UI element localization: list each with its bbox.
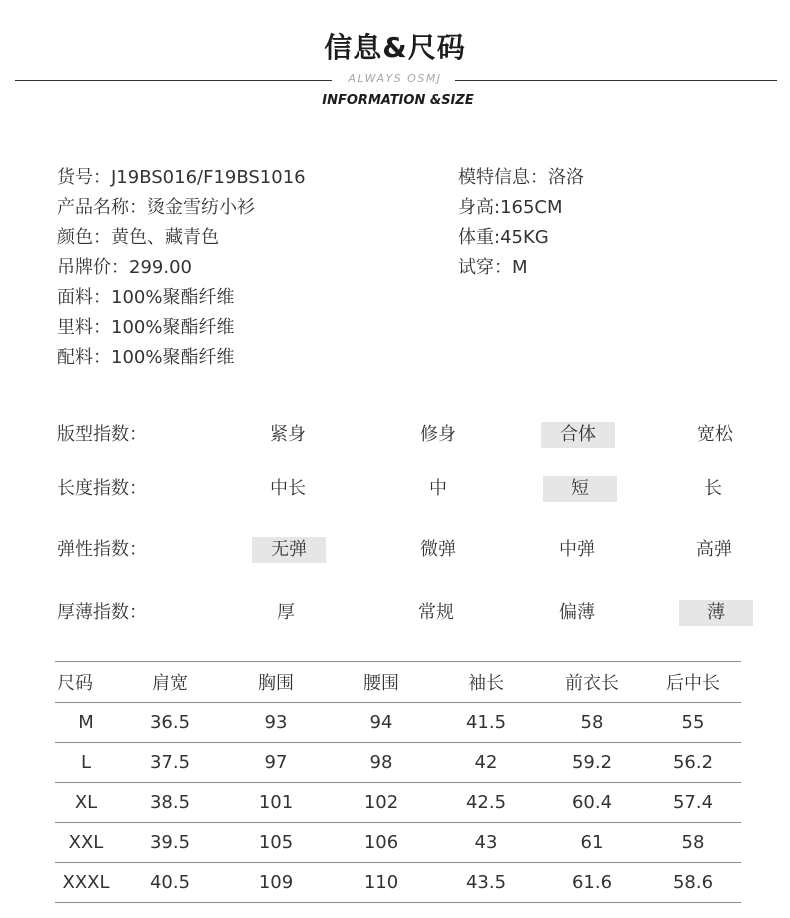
index-option-selected: 合体: [541, 422, 615, 448]
table-cell: 38.5: [117, 783, 223, 823]
index-option: 中: [429, 478, 447, 499]
column-header: 肩宽: [117, 662, 223, 703]
table-cell: 109: [223, 863, 329, 903]
index-option: 中长: [270, 478, 306, 499]
index-label: 厚薄指数：: [57, 602, 147, 623]
index-option: 宽松: [697, 424, 733, 445]
table-row: [55, 863, 741, 903]
product-info: [57, 163, 306, 373]
product-fabric: 面料：100%聚酯纤维: [57, 287, 235, 308]
size-cell: L: [55, 743, 117, 783]
table-cell: 57.4: [645, 783, 741, 823]
table-cell: 40.5: [117, 863, 223, 903]
model-name: 模特信息：洛洛: [458, 167, 584, 188]
index-label: 弹性指数：: [57, 539, 147, 560]
table-cell: 59.2: [539, 743, 645, 783]
product-trim: 配料：100%聚酯纤维: [57, 347, 235, 368]
table-row: [55, 823, 741, 863]
table-cell: 60.4: [539, 783, 645, 823]
product-name: 产品名称：烫金雪纺小衫: [57, 197, 255, 218]
column-header: 后中长: [645, 662, 741, 703]
table-cell: 43: [433, 823, 539, 863]
brand-subtitle: ALWAYS OSMJ: [348, 72, 442, 85]
product-colors: 颜色：黄色、藏青色: [57, 227, 219, 248]
column-header: 袖长: [433, 662, 539, 703]
table-cell: 58: [645, 823, 741, 863]
column-header: 腰围: [329, 662, 433, 703]
index-option: 高弹: [696, 539, 732, 560]
index-option: 修身: [420, 424, 456, 445]
column-header: 尺码: [55, 662, 117, 703]
table-row: [55, 743, 741, 783]
table-row: [55, 703, 741, 743]
index-row-elasticity: [0, 530, 790, 570]
table-cell: 56.2: [645, 743, 741, 783]
table-cell: 106: [329, 823, 433, 863]
table-cell: 98: [329, 743, 433, 783]
table-cell: 41.5: [433, 703, 539, 743]
table-cell: 42: [433, 743, 539, 783]
size-cell: XXXL: [55, 863, 117, 903]
size-cell: M: [55, 703, 117, 743]
table-cell: 37.5: [117, 743, 223, 783]
table-row: [55, 783, 741, 823]
table-cell: 61.6: [539, 863, 645, 903]
index-option: 厚: [277, 602, 295, 623]
index-option: 紧身: [270, 424, 306, 445]
product-price: 吊牌价：299.00: [57, 257, 192, 278]
index-option-selected: 薄: [679, 600, 753, 626]
index-row-fit: [0, 415, 790, 455]
table-cell: 105: [223, 823, 329, 863]
column-header: 前衣长: [539, 662, 645, 703]
index-option: 常规: [418, 602, 454, 623]
table-header-row: [55, 662, 741, 703]
table-cell: 36.5: [117, 703, 223, 743]
index-row-length: [0, 469, 790, 509]
column-header: 胸围: [223, 662, 329, 703]
table-cell: 58: [539, 703, 645, 743]
table-cell: 93: [223, 703, 329, 743]
section-subtitle: INFORMATION &SIZE: [322, 93, 474, 108]
index-option-selected: 无弹: [252, 537, 326, 563]
size-cell: XL: [55, 783, 117, 823]
table-cell: 61: [539, 823, 645, 863]
index-label: 长度指数：: [57, 478, 147, 499]
size-cell: XXL: [55, 823, 117, 863]
model-weight: 体重:45KG: [458, 227, 549, 248]
table-cell: 55: [645, 703, 741, 743]
table-cell: 58.6: [645, 863, 741, 903]
table-cell: 102: [329, 783, 433, 823]
table-cell: 97: [223, 743, 329, 783]
index-option: 长: [704, 478, 722, 499]
index-option-selected: 短: [543, 476, 617, 502]
table-cell: 39.5: [117, 823, 223, 863]
index-option: 偏薄: [559, 602, 595, 623]
model-height: 身高:165CM: [458, 197, 563, 218]
model-info: [458, 163, 584, 283]
table-cell: 101: [223, 783, 329, 823]
index-label: 版型指数：: [57, 424, 147, 445]
index-option: 中弹: [559, 539, 595, 560]
product-lining: 里料：100%聚酯纤维: [57, 317, 235, 338]
table-cell: 42.5: [433, 783, 539, 823]
size-table: [55, 661, 741, 903]
product-sku: 货号：J19BS016/F19BS1016: [57, 167, 306, 188]
page-title: 信息&尺码: [324, 31, 466, 64]
table-cell: 94: [329, 703, 433, 743]
table-cell: 110: [329, 863, 433, 903]
index-row-thickness: [0, 593, 790, 633]
model-size-worn: 试穿：M: [458, 257, 528, 278]
index-option: 微弹: [420, 539, 456, 560]
table-cell: 43.5: [433, 863, 539, 903]
